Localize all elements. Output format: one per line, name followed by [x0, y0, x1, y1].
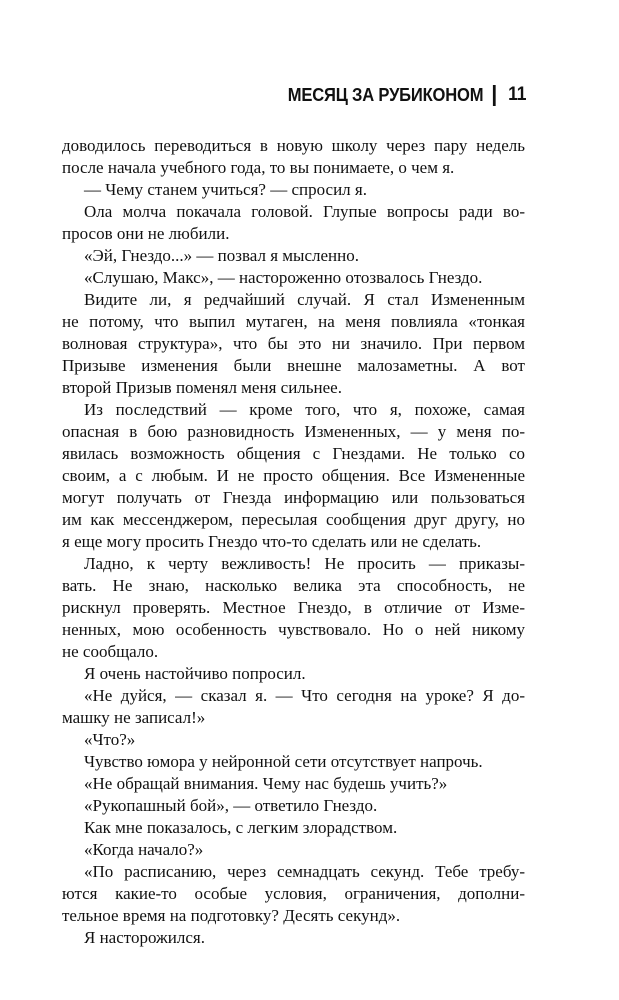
- text-line: волновая структура», что бы это ни значило. При первом: [62, 334, 525, 353]
- text-line: вать. Не знаю, насколько велика эта способность, не: [62, 576, 525, 595]
- text-line: Призыве изменения были внешне малозаметны. А вот: [62, 356, 525, 375]
- text-line: — Чему станем учиться? — спросил я.: [84, 180, 367, 199]
- running-title: МЕСЯЦ ЗА РУБИКОНОМ: [287, 84, 484, 105]
- text-line: «Не дуйся, — сказал я. — Что сегодня на уроке? Я до-: [84, 686, 525, 705]
- text-line: ненных, мою особенность чувствовало. Но о ней никому: [62, 620, 525, 639]
- text-line: просов они не любили.: [62, 224, 230, 243]
- text-line: опасная в бою разновидность Измененных, — у меня по-: [62, 422, 525, 441]
- text-line: Как мне показалось, с легким злорадством.: [84, 818, 398, 837]
- header-separator: [492, 85, 495, 106]
- text-line: Я насторожился.: [84, 928, 206, 947]
- text-line: не потому, что выпил мутаген, на меня повлияла «тонкая: [62, 312, 525, 331]
- text-line: Ола молча покачала головой. Глупые вопросы ради во-: [84, 202, 525, 221]
- text-line: явилась возможность общения с Гнездами. Не только со: [62, 444, 525, 463]
- text-line: Видите ли, я редчайший случай. Я стал Измененным: [84, 290, 525, 309]
- page-number: 11: [507, 84, 526, 105]
- text-line: машку не записал!»: [62, 708, 206, 727]
- text-line: Ладно, к черту вежливость! Не просить — приказы-: [84, 554, 525, 573]
- running-header: [287, 84, 526, 106]
- text-line: «Рукопашный бой», — ответило Гнездо.: [84, 796, 378, 815]
- text-line: тельное время на подготовку? Десять секунд».: [62, 906, 401, 925]
- text-line: «По расписанию, через семнадцать секунд. Тебе требу-: [84, 862, 525, 881]
- text-line: не сообщало.: [62, 642, 159, 661]
- text-line: после начала учебного года, то вы понимаете, о чем я.: [62, 158, 455, 177]
- text-line: я еще могу просить Гнездо что-то сделать или не сделать.: [62, 532, 482, 551]
- text-line: рискнул проверять. Местное Гнездо, в отличие от Изме-: [62, 598, 525, 617]
- text-line: Я очень настойчиво попросил.: [84, 664, 306, 683]
- text-line: «Эй, Гнездо...» — позвал я мысленно.: [84, 246, 359, 265]
- text-line: могут получать от Гнезда информацию или пользоваться: [62, 488, 525, 507]
- text-line: ются какие-то особые условия, ограничения, дополни-: [62, 884, 525, 903]
- text-line: «Не обращай внимания. Чему нас будешь учить?»: [84, 774, 448, 793]
- text-line: Чувство юмора у нейронной сети отсутствует напрочь.: [84, 752, 483, 771]
- text-line: второй Призыв поменял меня сильнее.: [62, 378, 342, 397]
- body-text: [62, 135, 525, 949]
- text-line: Из последствий — кроме того, что я, похоже, самая: [84, 400, 525, 419]
- text-line: своим, а с любым. И не просто общения. Все Измененные: [62, 466, 525, 485]
- text-line: им как мессенджером, пересылая сообщения друг другу, но: [62, 510, 525, 529]
- text-line: «Что?»: [84, 730, 136, 749]
- text-line: «Когда начало?»: [84, 840, 204, 859]
- text-line: доводилось переводиться в новую школу через пару недель: [62, 136, 525, 155]
- text-line: «Слушаю, Макс», — настороженно отозвалось Гнездо.: [84, 268, 483, 287]
